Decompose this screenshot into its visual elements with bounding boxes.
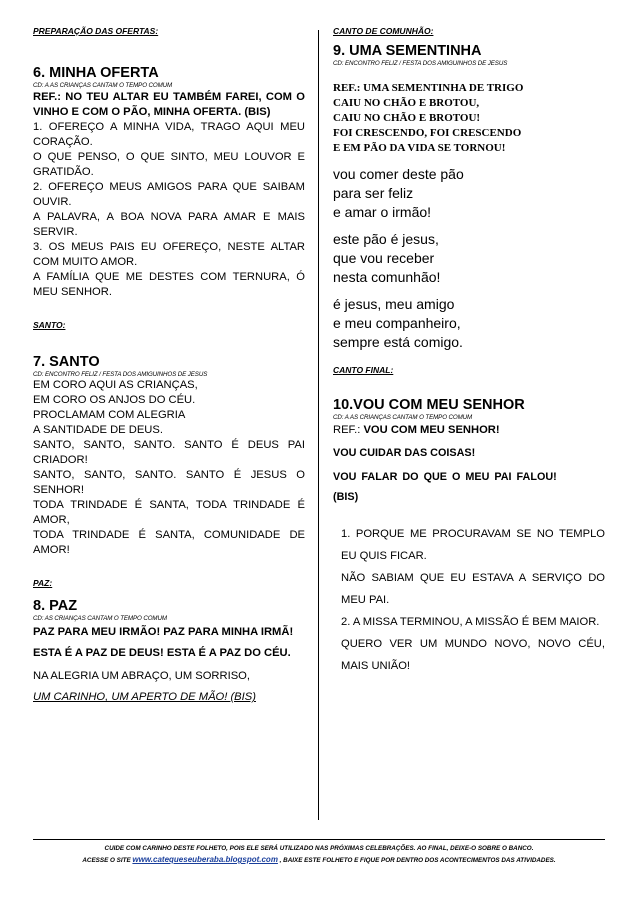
song-line: EM CORO OS ANJOS DO CÉU. <box>33 394 196 406</box>
site-link[interactable]: www.catequeseuberaba.blogspot.com <box>132 855 278 864</box>
section-label-santo: SANTO: <box>33 320 66 330</box>
stanza-line: é jesus, meu amigo <box>333 296 455 312</box>
song-line: PROCLAMAM COM ALEGRIA <box>33 409 186 421</box>
stanza-line: nesta comunhão! <box>333 269 441 285</box>
stanza <box>333 295 605 352</box>
song-line: A SANTIDADE DE DEUS. <box>33 424 163 436</box>
song-verses <box>333 523 605 677</box>
song-8 <box>33 598 305 708</box>
song-line: NA ALEGRIA UM ABRAÇO, UM SORRISO, <box>33 670 250 682</box>
song-title: 7. SANTO <box>33 354 100 370</box>
song-verse: 2. OFEREÇO MEUS AMIGOS PARA QUE SAIBAM OUVIR. <box>33 181 305 208</box>
stanza <box>333 230 605 287</box>
song-line: SANTO, SANTO, SANTO. SANTO É DEUS PAI CRIADOR! <box>33 439 305 466</box>
footer-post: , BAIXE ESTE FOLHETO E FIQUE POR DENTRO DOS ACONTECIMENTOS DAS ATIVIDADES. <box>277 857 556 864</box>
footer-site-line <box>33 854 605 866</box>
stanza-line: para ser feliz <box>333 185 414 201</box>
song-verse: NÃO SABIAM QUE EU ESTAVA A SERVIÇO DO MEU PAI. <box>341 572 605 606</box>
song-line: UM CARINHO, UM APERTO DE MÃO! (BIS) <box>33 691 256 703</box>
song-verse: A FAMÍLIA QUE ME DESTES COM TERNURA, Ó MEU SENHOR. <box>33 271 305 298</box>
song-line: TODA TRINDADE É SANTA, COMUNIDADE DE AMOR! <box>33 529 305 556</box>
left-column <box>33 26 305 708</box>
song-7 <box>33 354 305 558</box>
section-label-preparacao: PREPARAÇÃO DAS OFERTAS: <box>33 26 159 36</box>
song-bold-line: VOU CUIDAR DAS COISAS! <box>333 447 476 459</box>
footer-notice: CUIDE COM CARINHO DESTE FOLHETO, POIS ELE SERÁ UTILIZADO NAS PRÓXIMAS CELEBRAÇÕES. AO FINAL, DEIXE-O SOBRE O BANCO. <box>104 845 534 852</box>
song-verse: 3. OS MEUS PAIS EU OFEREÇO, NESTE ALTAR COM MUITO AMOR. <box>33 241 305 268</box>
song-refrain <box>333 423 605 438</box>
column-divider <box>318 30 319 820</box>
song-6 <box>33 65 305 300</box>
refrain-line: CAIU NO CHÃO E BROTOU! <box>333 112 481 124</box>
stanza-line: sempre está comigo. <box>333 334 463 350</box>
song-9 <box>333 43 605 352</box>
footer-pre: ACESSE O SITE <box>82 857 133 864</box>
refrain-line: FOI CRESCENDO, FOI CRESCENDO <box>333 127 522 139</box>
song-line: EM CORO AQUI AS CRIANÇAS, <box>33 379 198 391</box>
refrain-prefix: REF.: <box>333 424 364 436</box>
refrain-line: CAIU NO CHÃO E BROTOU, <box>333 97 480 109</box>
right-column <box>333 26 605 677</box>
song-verse: O QUE PENSO, O QUE SINTO, MEU LOUVOR E GRATIDÃO. <box>33 151 305 178</box>
stanza-line: e amar o irmão! <box>333 204 432 220</box>
song-cd-credit: CD: AS CRIANÇAS CANTAM O TEMPO COMUM <box>33 615 167 622</box>
song-line: SANTO, SANTO, SANTO. SANTO É JESUS O SENHOR! <box>33 469 305 496</box>
song-bold-line: VOU FALAR DO QUE O MEU PAI FALOU! <box>333 471 557 483</box>
stanza-line: este pão é jesus, <box>333 231 439 247</box>
song-bold-line: (BIS) <box>333 491 359 503</box>
song-refrain <box>333 81 605 156</box>
song-10 <box>333 397 605 677</box>
stanza-line: vou comer deste pão <box>333 166 464 182</box>
song-cd-credit: CD: ENCONTRO FELIZ / FESTA DOS AMIGUINHOS DE JESUS <box>33 371 208 378</box>
song-refrain: REF.: NO TEU ALTAR EU TAMBÉM FAREI, COM O VINHO E COM O PÃO, MINHA OFERTA. (BIS) <box>33 91 305 118</box>
section-label-final: CANTO FINAL: <box>333 365 394 375</box>
song-verse: 1. OFEREÇO A MINHA VIDA, TRAGO AQUI MEU CORAÇÃO. <box>33 121 305 148</box>
footer <box>33 839 605 866</box>
refrain-line: E EM PÃO DA VIDA SE TORNOU! <box>333 142 506 154</box>
song-title: 10.VOU COM MEU SENHOR <box>333 397 525 413</box>
song-cd-credit: CD: A AS CRIANÇAS CANTAM O TEMPO COMUM <box>333 414 473 421</box>
refrain-line: REF.: UMA SEMENTINHA DE TRIGO <box>333 82 524 94</box>
song-title: 6. MINHA OFERTA <box>33 65 159 81</box>
song-verse: QUERO VER UM MUNDO NOVO, NOVO CÉU, MAIS UNIÃO! <box>341 638 605 672</box>
stanza <box>333 165 605 222</box>
song-verse: 1. PORQUE ME PROCURAVAM SE NO TEMPLO EU QUIS FICAR. <box>341 528 605 562</box>
section-label-comunhao: CANTO DE COMUNHÃO: <box>333 26 434 36</box>
song-cd-credit: CD: A AS CRIANÇAS CANTAM O TEMPO COMUM <box>33 82 173 89</box>
stanza-line: que vou receber <box>333 250 435 266</box>
song-verse: A PALAVRA, A BOA NOVA PARA AMAR E MAIS SERVIR. <box>33 211 305 238</box>
song-title: 9. UMA SEMENTINHA <box>333 43 482 59</box>
song-line: TODA TRINDADE É SANTA, TODA TRINDADE É AMOR, <box>33 499 305 526</box>
song-cd-credit: CD: ENCONTRO FELIZ / FESTA DOS AMIGUINHOS DE JESUS <box>333 60 508 67</box>
section-label-paz: PAZ: <box>33 578 53 588</box>
song-bold-line: ESTA É A PAZ DE DEUS! ESTA É A PAZ DO CÉU. <box>33 647 291 659</box>
song-title: 8. PAZ <box>33 598 78 614</box>
song-verse: 2. A MISSA TERMINOU, A MISSÃO É BEM MAIOR. <box>341 616 600 628</box>
refrain-text: VOU COM MEU SENHOR! <box>363 424 500 436</box>
stanza-line: e meu companheiro, <box>333 315 461 331</box>
song-bold-line: PAZ PARA MEU IRMÃO! PAZ PARA MINHA IRMÃ! <box>33 626 294 638</box>
